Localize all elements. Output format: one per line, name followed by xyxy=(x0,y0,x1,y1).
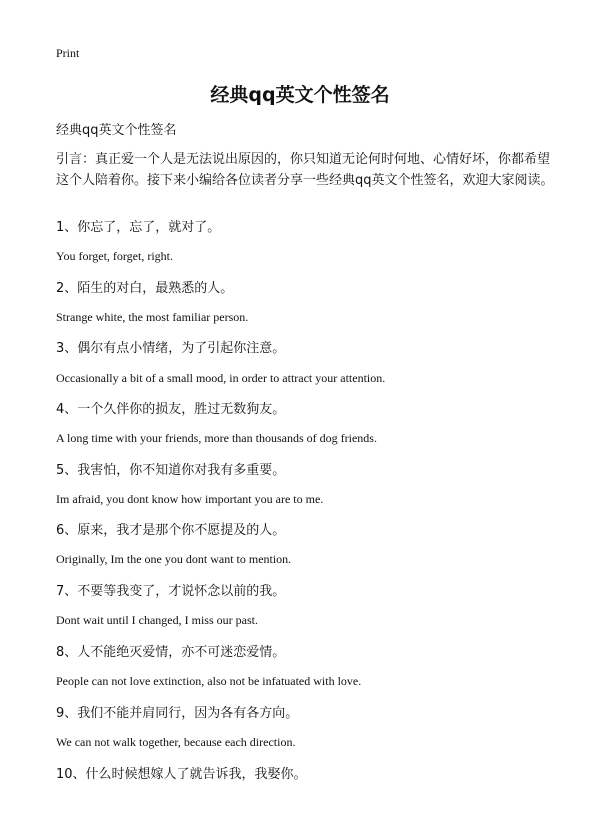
print-label: Print xyxy=(56,46,80,60)
item-4-chinese: 4、一个久伴你的损友，胜过无数狗友。 xyxy=(56,402,286,417)
item-1-chinese: 1、你忘了，忘了，就对了。 xyxy=(56,220,221,235)
item-3-english: Occasionally a bit of a small mood, in order to attract your attention. xyxy=(56,371,386,385)
item-5-chinese: 5、我害怕，你不知道你对我有多重要。 xyxy=(56,463,286,478)
item-1-english: You forget, forget, right. xyxy=(56,249,173,263)
item-7-chinese: 7、不要等我变了，才说怀念以前的我。 xyxy=(56,584,286,599)
item-6-chinese: 6、原来，我才是那个你不愿提及的人。 xyxy=(56,523,286,538)
subtitle: 经典qq英文个性签名 xyxy=(56,123,177,138)
item-4-english: A long time with your friends, more than thousands of dog friends. xyxy=(56,431,377,445)
intro-paragraph: 引言：真正爱一个人是无法说出原因的，你只知道无论何时何地、心情好坏，你都希望这个人陪着你。接下来小编给各位读者分享一些经典qq英文个性签名，欢迎大家阅读。 xyxy=(56,152,554,188)
item-9-english: We can not walk together, because each direction. xyxy=(56,735,296,749)
item-9-chinese: 9、我们不能并肩同行，因为各有各方向。 xyxy=(56,706,299,721)
item-10-chinese: 10、什么时候想嫁人了就告诉我，我娶你。 xyxy=(56,767,307,782)
item-6-english: Originally, Im the one you dont want to mention. xyxy=(56,552,292,566)
item-2-english: Strange white, the most familiar person. xyxy=(56,310,249,324)
item-8-english: People can not love extinction, also not be infatuated with love. xyxy=(56,674,362,688)
item-5-english: Im afraid, you dont know how important you are to me. xyxy=(56,492,324,506)
item-7-english: Dont wait until I changed, I miss our past. xyxy=(56,613,258,627)
item-2-chinese: 2、陌生的对白，最熟悉的人。 xyxy=(56,281,234,296)
page-title: 经典qq英文个性签名 xyxy=(210,84,390,106)
item-8-chinese: 8、人不能绝灭爱情，亦不可迷恋爱情。 xyxy=(56,645,286,660)
item-3-chinese: 3、偶尔有点小情绪，为了引起你注意。 xyxy=(56,341,286,356)
